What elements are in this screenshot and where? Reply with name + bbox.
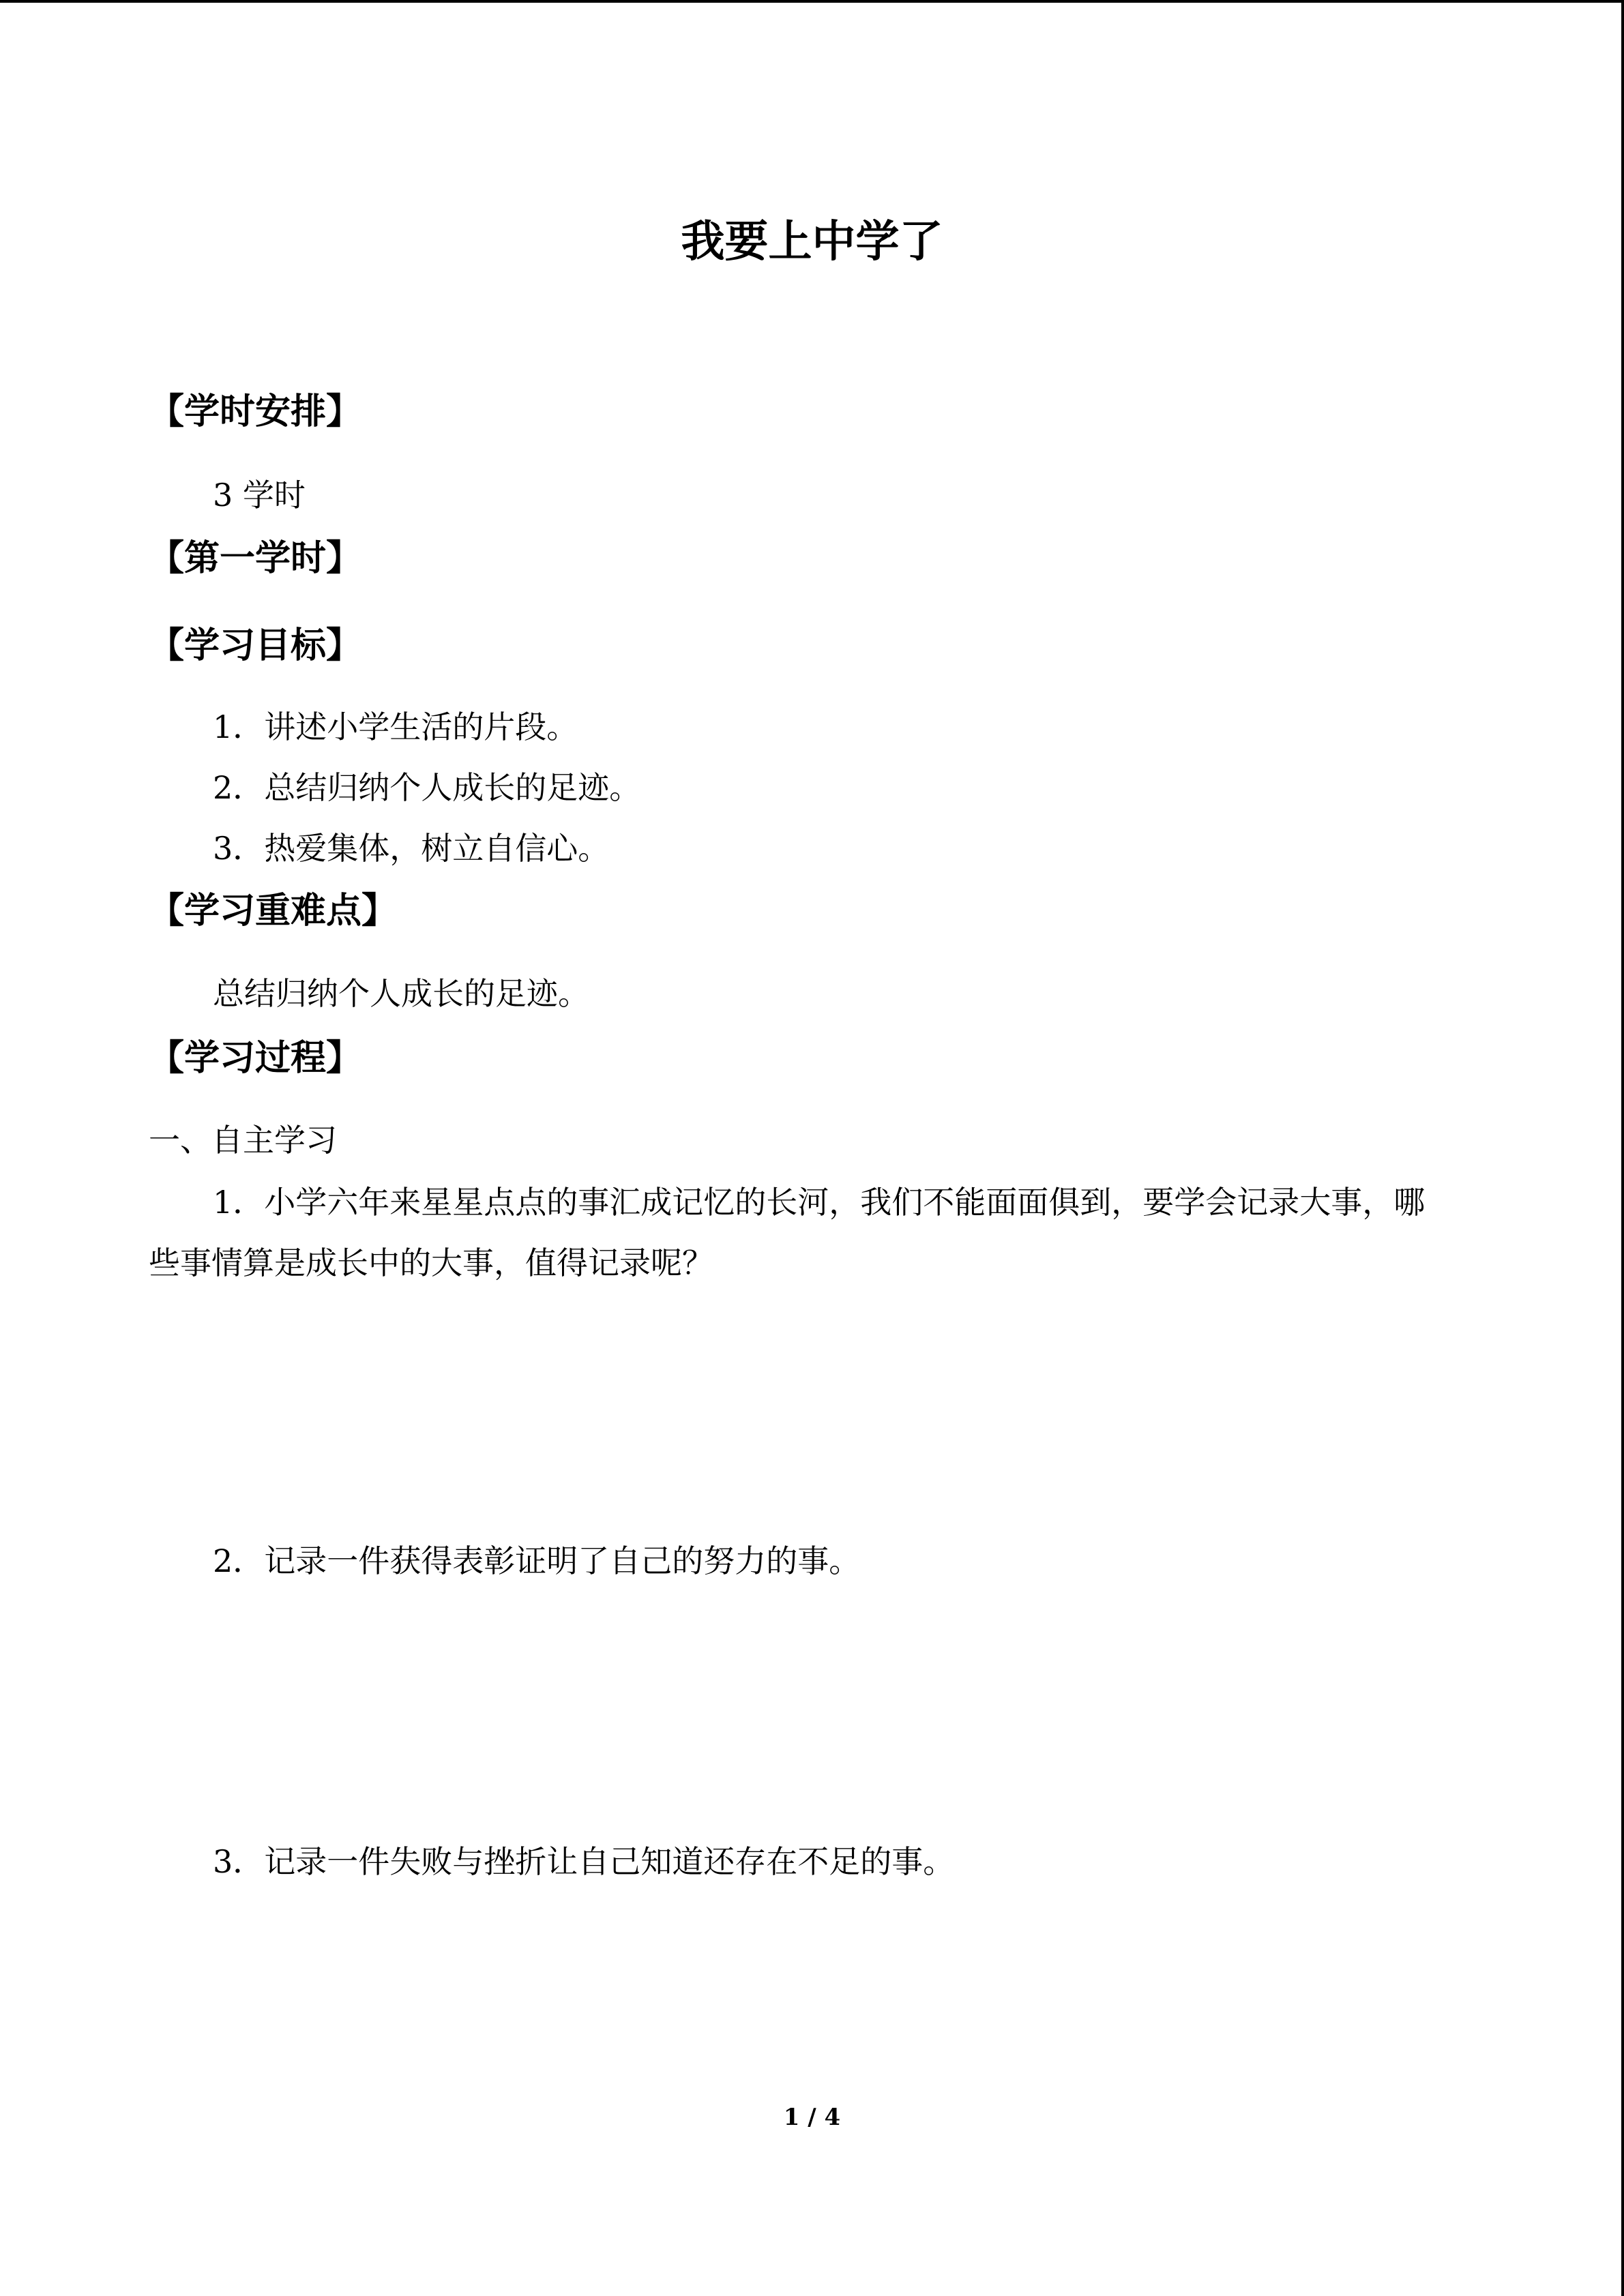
process-heading: 【学习过程】 — [149, 1038, 362, 1079]
first-period-heading: 【第一学时】 — [149, 538, 362, 579]
schedule-value: 3 学时 — [213, 477, 306, 513]
question-2: 2．记录一件获得表彰证明了自己的努力的事。 — [213, 1542, 861, 1579]
objectives-heading: 【学习目标】 — [149, 625, 362, 666]
page-border-top — [0, 0, 1624, 3]
schedule-heading: 【学时安排】 — [149, 391, 362, 432]
page-border-right — [1621, 0, 1624, 2296]
objective-item-3: 3．热爱集体，树立自信心。 — [213, 830, 610, 867]
page-title: 我要上中学了 — [681, 217, 943, 267]
objective-item-2: 2．总结归纳个人成长的足迹。 — [213, 769, 641, 806]
self-study-label: 一、自主学习 — [149, 1122, 337, 1159]
question-1-line-1: 1．小学六年来星星点点的事汇成记忆的长河，我们不能面面俱到，要学会记录大事，哪 — [213, 1184, 1426, 1221]
question-3: 3．记录一件失败与挫折让自己知道还存在不足的事。 — [213, 1843, 955, 1880]
page-number: 1 / 4 — [783, 2104, 841, 2131]
question-1-line-2: 些事情算是成长中的大事，值得记录呢？ — [149, 1244, 713, 1281]
objective-item-1: 1．讲述小学生活的片段。 — [213, 709, 578, 745]
key-points-heading: 【学习重难点】 — [149, 891, 398, 931]
key-points-value: 总结归纳个人成长的足迹。 — [213, 975, 589, 1012]
